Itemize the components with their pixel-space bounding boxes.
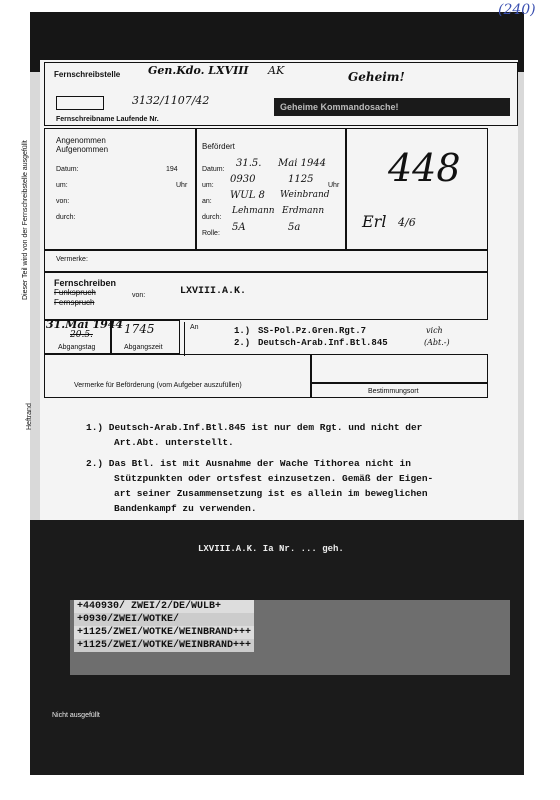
signature-line: LXVIII.A.K. Ia Nr. ... geh.	[198, 544, 344, 554]
recipient-1-note: vich	[426, 326, 443, 335]
teletype-strips	[74, 600, 254, 652]
teletype-line-2: +0930/ZWEI/WOTKE/	[74, 613, 254, 626]
dispatch-date: 31.Mai 1944	[46, 318, 124, 331]
side-note: Dieser Teil wird von der Fernschreibstelle ausgefüllt	[22, 140, 29, 300]
routing-hline	[310, 382, 488, 384]
station-label: Fernschreibstelle	[54, 70, 121, 79]
received-um-label: um:	[56, 182, 68, 189]
forwarded-rolle-value-2: 5a	[288, 222, 301, 233]
routing-label: Vermerke für Beförderung (vom Aufgeber auszufüllen)	[74, 382, 242, 389]
from-label: von:	[132, 292, 146, 299]
destination-label: Bestimmungsort	[368, 388, 419, 395]
vermerke-label: Vermerke:	[56, 256, 88, 263]
running-number-boxes	[56, 96, 104, 110]
received-year: 194	[166, 166, 178, 173]
running-number-label: Fernschreibname Laufende Nr.	[56, 116, 159, 123]
forwarded-datum-value-1: 31.5.	[236, 158, 262, 169]
station-value: Gen.Kdo. LXVIII	[148, 64, 249, 77]
forwarded-um-value-1: 0930	[230, 174, 256, 185]
body-line-4: Stützpunkten oder ortsfest einzusetzen. Gemäß der Eigen-	[114, 473, 434, 484]
erl-mark-date: 4/6	[398, 216, 416, 229]
station-suffix: AK	[268, 64, 285, 77]
binding-margin-label: Heftrand	[26, 403, 33, 430]
body-line-3: 2.) Das Btl. ist mit Ausnahme der Wache Tithorea nicht in	[86, 458, 411, 469]
from-value: LXVIII.A.K.	[180, 286, 247, 297]
footer-note: Nicht ausgefüllt	[52, 712, 100, 719]
forwarded-rolle-value-1: 5A	[232, 222, 246, 233]
message-type-2: Funkspruch	[54, 288, 96, 297]
received-uhr-label: Uhr	[176, 182, 188, 189]
routing-divider	[310, 354, 312, 398]
forwarded-an-value-2: Weinbrand	[280, 190, 330, 200]
recipient-an-label: An	[190, 324, 199, 331]
archive-stamp-number: (240)	[498, 2, 536, 18]
message-body	[86, 420, 433, 516]
body-line-6: Bandenkampf zu verwenden.	[114, 503, 257, 514]
teletype-line-4: +1125/ZWEI/WOTKE/WEINBRAND+++	[74, 639, 254, 652]
forwarded-um-label: um:	[202, 182, 214, 189]
dispatch-date-struck: 20.5.	[70, 330, 93, 340]
forwarded-an-value-1: WUL 8	[230, 190, 265, 201]
teletype-line-1: +440930/ ZWEI/2/DE/WULB+	[74, 600, 254, 613]
received-von-label: von:	[56, 198, 70, 205]
forwarded-title: Befördert	[202, 142, 235, 151]
forwarded-an-label: an:	[202, 198, 212, 205]
forwarded-durch-value-1: Lehmann	[232, 206, 275, 216]
dispatch-time: 1745	[124, 322, 155, 336]
erl-mark: Erl	[362, 212, 387, 231]
vermerke-box	[44, 250, 488, 272]
forwarded-durch-value-2: Erdmann	[282, 206, 325, 216]
forwarded-datum-value-2: Mai 1944	[278, 158, 327, 169]
recipient-2-note: (Abt.-)	[424, 338, 450, 347]
forwarded-uhr-label: Uhr	[328, 182, 340, 189]
body-line-2: Art.Abt. unterstellt.	[114, 437, 234, 448]
body-line-1: 1.) Deutsch-Arab.Inf.Btl.845 ist nur dem Rgt. und nicht der	[86, 422, 423, 433]
recipient-1-num: 1.)	[234, 326, 251, 336]
classification-sub: Geheime Kommandosache!	[280, 102, 399, 112]
teletype-line-3: +1125/ZWEI/WOTKE/WEINBRAND+++	[74, 626, 254, 639]
dispatch-time-label: Abgangszeit	[124, 344, 163, 351]
forwarded-rolle-label: Rolle:	[202, 230, 220, 237]
recipient-2-text: Deutsch-Arab.Inf.Btl.845	[258, 338, 388, 348]
running-number-value: 3132/1107/42	[132, 94, 210, 107]
forwarded-datum-label: Datum:	[202, 166, 225, 173]
message-number: 448	[388, 146, 461, 190]
recipient-2-num: 2.)	[234, 338, 251, 348]
divider-1	[195, 128, 197, 250]
received-datum-label: Datum:	[56, 166, 79, 173]
received-title-2: Aufgenommen	[56, 145, 109, 154]
forwarded-um-value-2: 1125	[288, 174, 314, 185]
recipient-1-text: SS-Pol.Pz.Gren.Rgt.7	[258, 326, 367, 336]
dispatch-date-label: Abgangstag	[58, 344, 96, 351]
forwarded-durch-label: durch:	[202, 214, 222, 221]
routing-box	[44, 354, 488, 398]
body-line-5: art seiner Zusammensetzung ist es allein im beweglichen	[114, 488, 428, 499]
divider-2	[345, 128, 347, 250]
message-type-3: Fernspruch	[54, 298, 95, 307]
classification-label: Geheim!	[348, 70, 405, 84]
message-type-1: Fernschreiben	[54, 278, 117, 288]
received-durch-label: durch:	[56, 214, 76, 221]
received-title-1: Angenommen	[56, 136, 106, 145]
